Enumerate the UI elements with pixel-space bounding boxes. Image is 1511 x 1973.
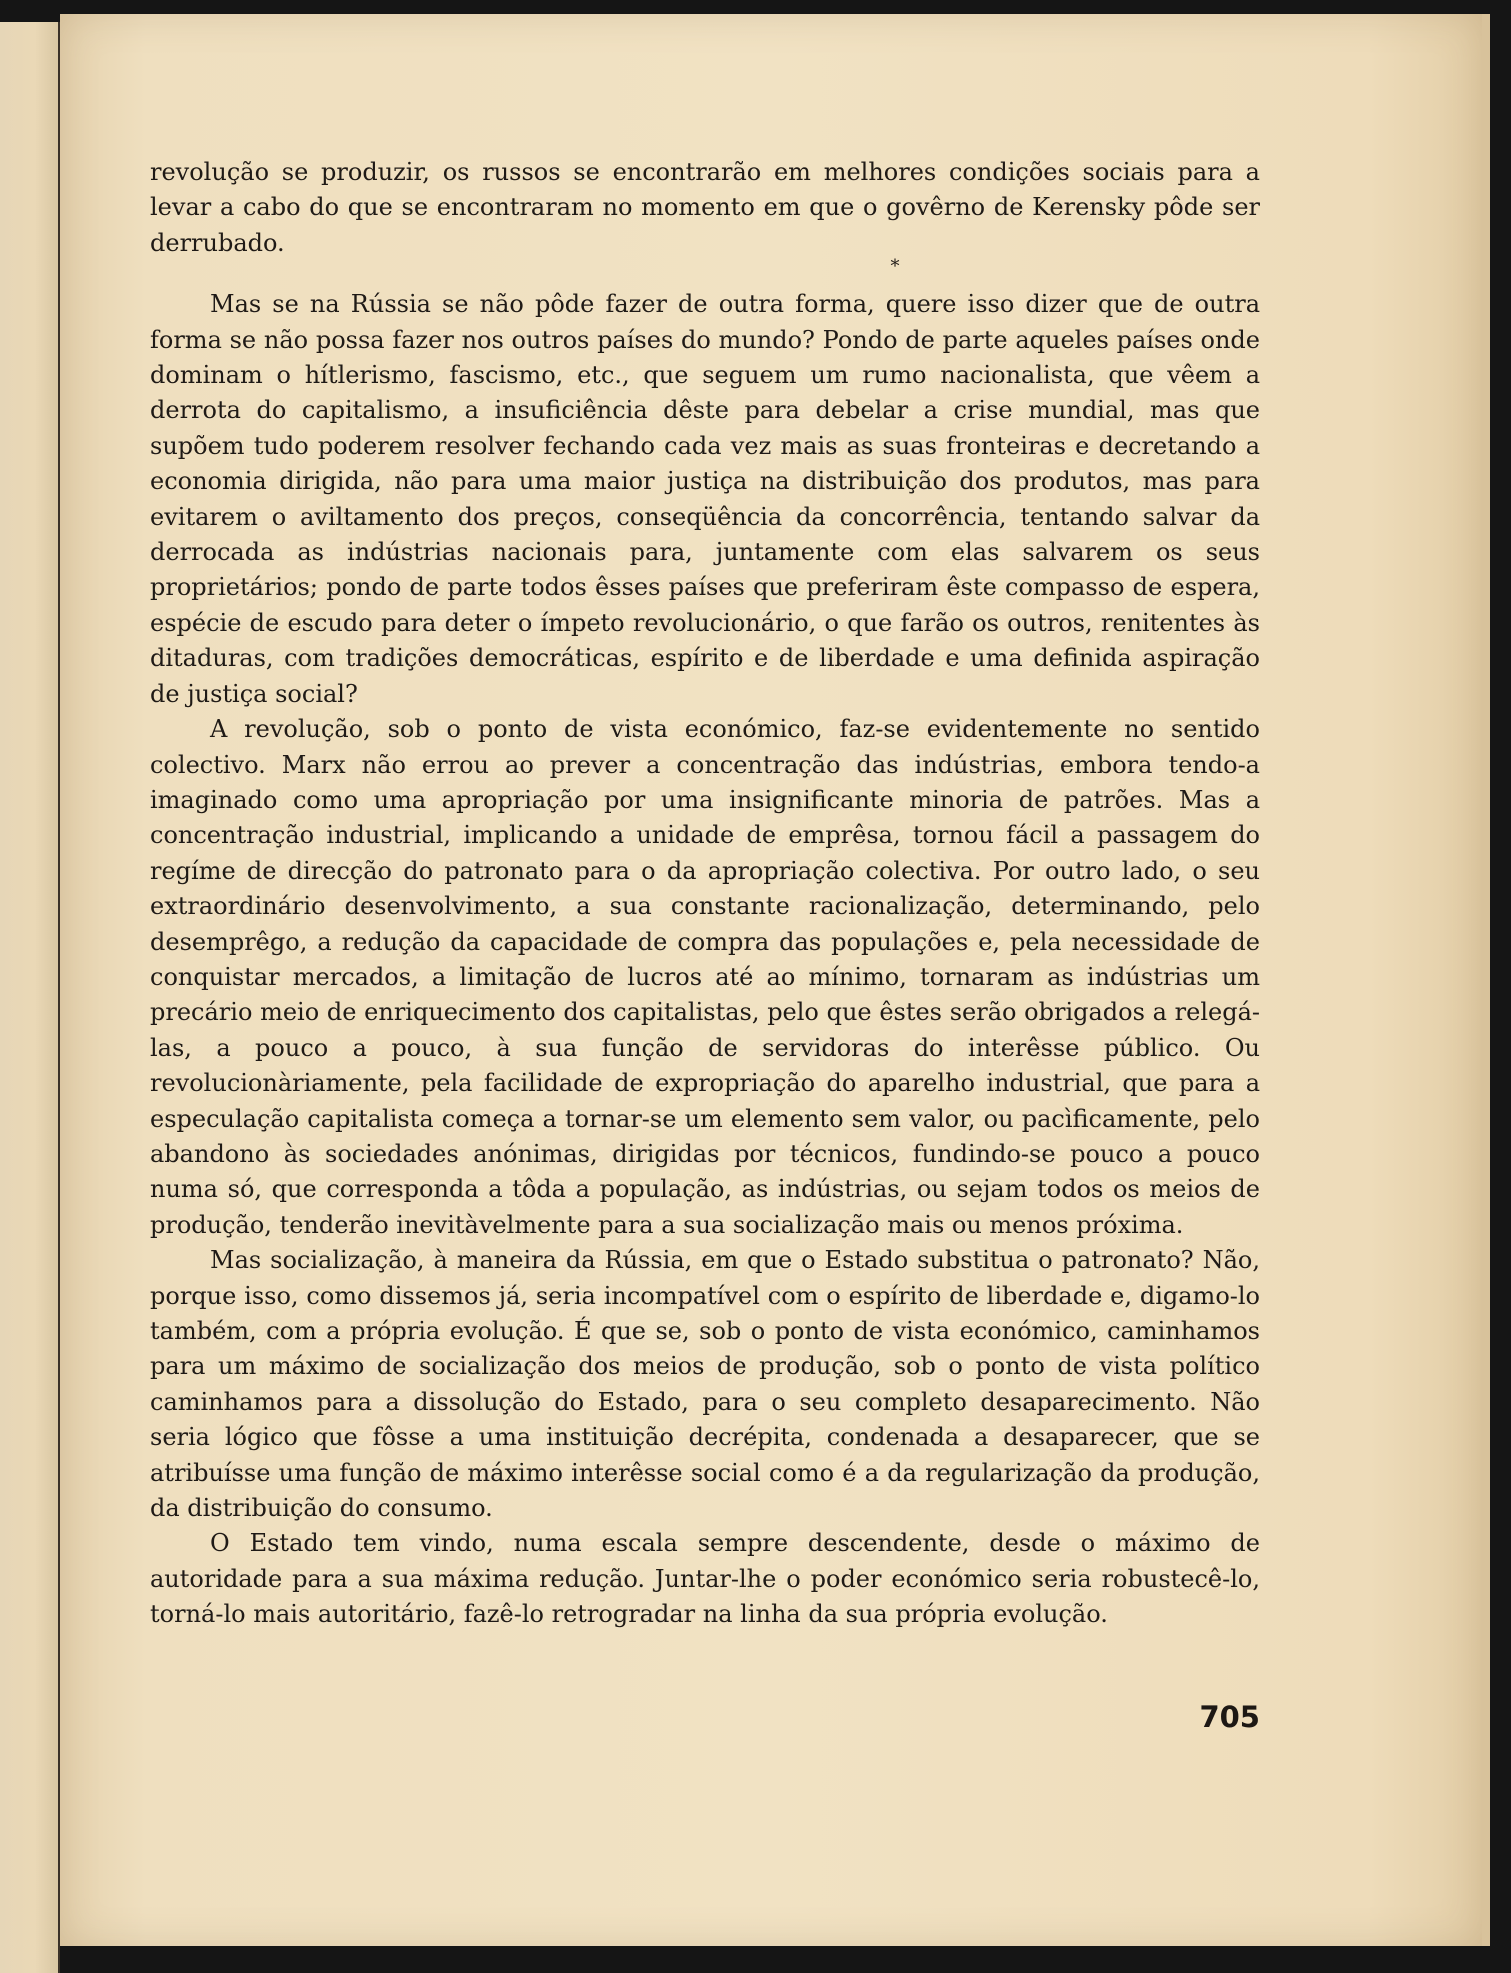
previous-page-edge xyxy=(0,22,60,1973)
body-text xyxy=(150,155,1260,1633)
paragraph: O Estado tem vindo, numa escala sempre descendente, desde o máximo de autoridade para a sua máxima redução. Juntar-lhe o poder económico seria robustecê-lo, torná-lo mais autoritário, fazê-lo retrogradar na linha da sua própria evolução. xyxy=(150,1529,1260,1629)
paragraph-continuation: revolução se produzir, os russos se encontrarão em melhores condições sociais para a levar a cabo do que se encontraram no momento em que o govêrno de Kerensky pôde ser derrubado. xyxy=(150,158,1260,257)
paragraph: Mas socialização, à maneira da Rússia, em que o Estado substitua o patronato? Não, porque isso, como dissemos já, seria incompatível com o espírito de liberdade e, digamo-lo também, com a própria evolução. É que se, sob o ponto de vista económico, caminhamos para um máximo de socialização dos meios de produção, sob o ponto de vista político caminhamos para a dissolução do Estado, para o seu completo desaparecimento. Não seria lógico que fôsse a uma instituição decrépita, condenada a desaparecer, que se atribuísse uma função de máximo interêsse social como é a da regularização da produção, da distribuição do consumo. xyxy=(150,1246,1260,1523)
section-separator: * xyxy=(890,256,900,278)
paragraph: A revolução, sob o ponto de vista económico, faz-se evidentemente no sentido colectivo. Marx não errou ao prever a concentração das indústrias, embora tendo-a imaginado como uma apropriação por uma insignificante minoria de patrões. Mas a concentração industrial, implicando a unidade de emprêsa, tornou fácil a passagem do regíme de direcção do patronato para o da apropriação colectiva. Por outro lado, o seu extraordinário desenvolvimento, a sua constante racionalização, determinando, pelo desemprêgo, a redução da capacidade de compra das populações e, pela necessidade de conquistar mercados, a limitação de lucros até ao mínimo, tornaram as indústrias um precário meio de enriquecimento dos capitalistas, pelo que êstes serão obrigados a relegá-las, a pouco a pouco, à sua função de servidoras do interêsse público. Ou revolucionàriamente, pela facilidade de expropriação do aparelho industrial, que para a especulação capitalista começa a tornar-se um elemento sem valor, ou pacìficamente, pelo abandono às sociedades anónimas, dirigidas por técnicos, fundindo-se pouco a pouco numa só, que corresponda a tôda a população, as indústrias, ou sejam todos os meios de produção, tenderão inevitàvelmente para a sua socialização mais ou menos próxima. xyxy=(150,715,1260,1239)
page-right-edge xyxy=(1482,14,1490,1946)
paragraph: Mas se na Rússia se não pôde fazer de outra forma, quere isso dizer que de outra forma se não possa fazer nos outros países do mundo? Pondo de parte aqueles países onde dominam o hítlerismo, fascismo, etc., que seguem um rumo nacionalista, que vêem a derrota do capitalismo, a insuficiência dêste para debelar a crise mundial, mas que supõem tudo poderem resolver fechando cada vez mais as suas fronteiras e decretando a economia dirigida, não para uma maior justiça na distribuição dos produtos, mas para evitarem o aviltamento dos preços, conseqüência da concorrência, tentando salvar da derrocada as indústrias nacionais para, juntamente com elas salvarem os seus proprietários; pondo de parte todos êsses países que preferiram êste compasso de espera, espécie de escudo para deter o ímpeto revolucionário, o que farão os outros, renitentes às ditaduras, com tradições democráticas, espírito e de liberdade e uma definida aspiração de justiça social? xyxy=(150,290,1260,708)
page-number: 705 xyxy=(1199,1700,1260,1734)
